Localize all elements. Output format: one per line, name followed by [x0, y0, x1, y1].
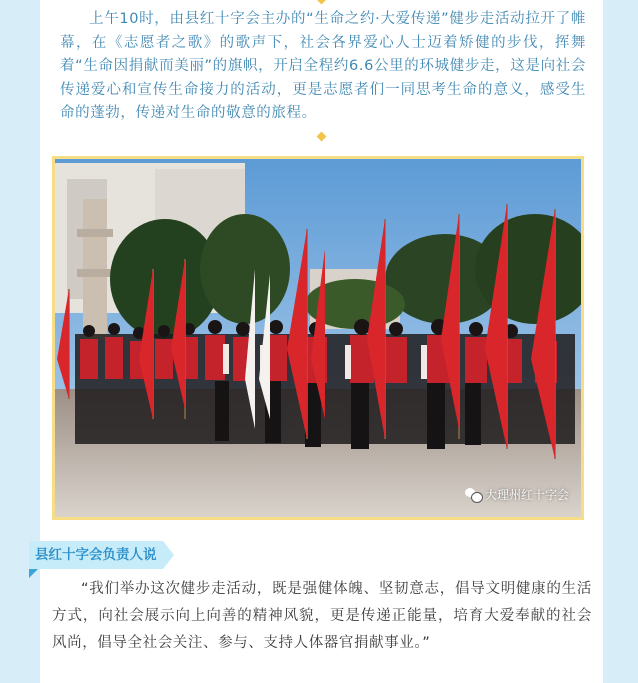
wechat-icon [465, 488, 481, 501]
watermark-text: 大理州红十字会 [484, 488, 569, 502]
section-heading-arrow [163, 541, 174, 569]
article-paragraph: 上午10时，由县红十字会主办的“生命之约·大爱传递”健步走活动拉开了帷幕，在《志愿者之歌》的歌声下，社会各界爱心人士迈着矫健的步伐，挥舞着“生命因捐献而美丽”的旗帜，开启全程约6.6公里的环城健步走，这是向社会传递爱心和宣传生命接力的活动，更是志愿者们一同思考生命的意义，感受生命的蓬勃，传递对生命的敬意的旅程。 [60, 11, 586, 121]
section-heading-corner [29, 569, 38, 578]
photo-watermark [465, 486, 569, 503]
section-heading [29, 541, 174, 569]
event-photo [52, 156, 584, 520]
event-photo-image [55, 159, 581, 517]
section-heading-label: 县红十字会负责人说 [29, 541, 163, 569]
quote-paragraph: “我们举办这次健步走活动，既是强健体魄、坚韧意志，倡导文明健康的生活方式，向社会展示向上向善的精神风貌，更是传递正能量，培育大爱奉献的社会风尚，倡导全社会关注、参与、支持人体器官捐献事业。” [52, 581, 592, 651]
